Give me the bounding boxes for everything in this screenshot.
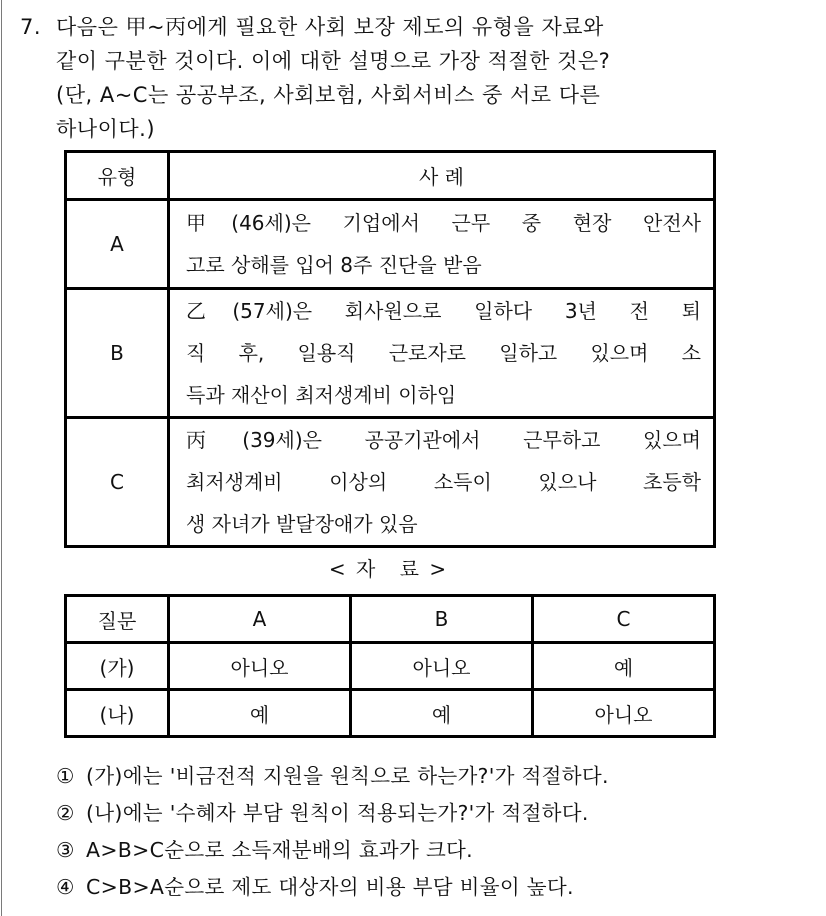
case-line: 고로 상해를 입어 8주 진단을 받음: [186, 253, 482, 277]
question-label-na: (나): [66, 690, 169, 737]
option-text: A>B>C순으로 소득재분배의 효과가 크다.: [86, 838, 473, 862]
answer-cell: 아니오: [351, 643, 533, 690]
qa-header-row: [66, 596, 715, 643]
case-line: 직 후, 일용직 근로자로 일하고 있으며 소: [186, 341, 701, 365]
header-question: 질문: [66, 596, 169, 643]
table-row: [66, 289, 715, 418]
option-text: (나)에는 '수혜자 부담 원칙이 적용되는가?'가 적절하다.: [86, 801, 589, 825]
answer-cell: 예: [351, 690, 533, 737]
option-marker-4: ④: [56, 875, 75, 899]
data-caption: [64, 553, 713, 582]
case-line: 乙(57세)은 회사원으로 일하다 3년 전 퇴: [186, 299, 701, 323]
type-cell-c: C: [66, 418, 169, 547]
case-table: [64, 150, 716, 548]
option-marker-3: ③: [56, 838, 75, 862]
case-cell-b: [169, 289, 715, 418]
case-line: 최저생계비 이상의 소득이 있으나 초등학: [186, 470, 701, 494]
case-line: 丙(39세)은 공공기관에서 근무하고 있으며: [186, 428, 701, 452]
option-1[interactable]: [56, 758, 816, 795]
answer-cell: 예: [533, 643, 715, 690]
question-label-ga: (가): [66, 643, 169, 690]
case-line: 생 자녀가 발달장애가 있음: [186, 512, 418, 536]
type-cell-b: B: [66, 289, 169, 418]
option-text: C>B>A순으로 제도 대상자의 비용 부담 비율이 높다.: [86, 875, 574, 899]
case-table-header-row: [66, 152, 715, 200]
question-stem: [20, 10, 810, 146]
caption-open-bracket: <: [328, 557, 348, 581]
option-text: (가)에는 '비금전적 지원을 원칙으로 하는가?'가 적절하다.: [86, 764, 609, 788]
header-case: 사 례: [169, 152, 715, 200]
option-2[interactable]: [56, 795, 816, 832]
answer-cell: 아니오: [169, 643, 351, 690]
question-number: 7.: [20, 15, 42, 39]
case-line: 득과 재산이 최저생계비 이하임: [186, 383, 457, 407]
question-line-2: 같이 구분한 것이다. 이에 대한 설명으로 가장 적절한 것은?: [56, 49, 611, 73]
answer-options: [56, 758, 816, 906]
type-cell-a: A: [66, 200, 169, 289]
table-row: [66, 418, 715, 547]
case-line: 甲(46세)은 기업에서 근무 중 현장 안전사: [186, 211, 701, 235]
question-line-4: 하나이다.): [56, 117, 156, 141]
header-c: C: [533, 596, 715, 643]
caption-word-2: 료: [399, 557, 421, 581]
header-b: B: [351, 596, 533, 643]
question-line-1: 다음은 甲~丙에게 필요한 사회 보장 제도의 유형을 자료와: [56, 15, 604, 39]
option-marker-2: ②: [56, 801, 75, 825]
header-type: 유형: [66, 152, 169, 200]
case-cell-a: [169, 200, 715, 289]
answer-cell: 아니오: [533, 690, 715, 737]
table-row: [66, 690, 715, 737]
header-a: A: [169, 596, 351, 643]
question-answer-table: [64, 594, 716, 738]
case-cell-c: [169, 418, 715, 547]
option-4[interactable]: [56, 869, 816, 906]
caption-close-bracket: >: [429, 557, 449, 581]
option-marker-1: ①: [56, 764, 75, 788]
page-left-border: [1, 0, 2, 916]
caption-word-1: 자: [355, 557, 378, 581]
question-line-3: (단, A~C는 공공부조, 사회보험, 사회서비스 중 서로 다른: [56, 83, 601, 107]
table-row: [66, 200, 715, 289]
table-row: [66, 643, 715, 690]
option-3[interactable]: [56, 832, 816, 869]
answer-cell: 예: [169, 690, 351, 737]
